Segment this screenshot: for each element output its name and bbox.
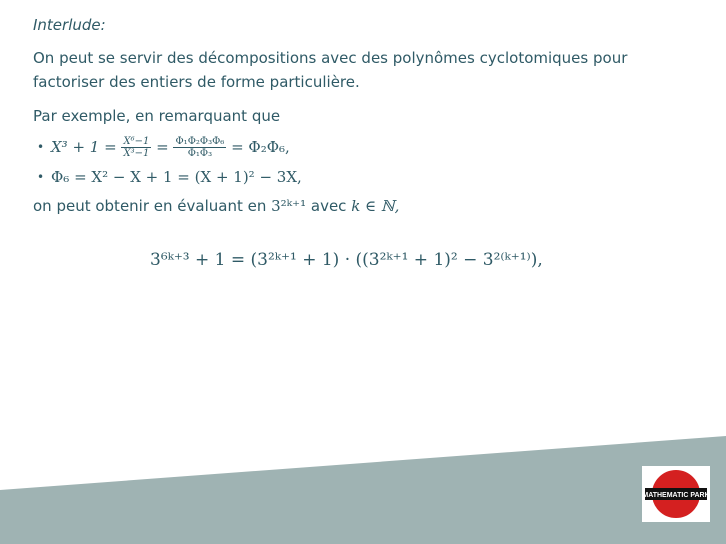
example-lead: Par exemple, en remarquant que <box>33 107 281 125</box>
identity-item <box>33 132 693 162</box>
fraction-denominator: X³−1 <box>123 148 150 159</box>
fraction-numerator: X⁶−1 <box>123 136 150 147</box>
conclusion-exponent: 3²ᵏ⁺¹ <box>271 197 307 215</box>
fraction-phi <box>173 136 226 159</box>
svg-text:MATHEMATIC PARK: MATHEMATIC PARK <box>642 492 710 499</box>
conclusion-set: k ∈ ℕ, <box>351 197 400 215</box>
display-equation: 3⁶ᵏ⁺³ + 1 = (3²ᵏ⁺¹ + 1) · ((3²ᵏ⁺¹ + 1)² − 3²⁽ᵏ⁺¹⁾), <box>150 250 543 270</box>
intro-paragraph: On peut se servir des décompositions avec des polynômes cyclotomiques pour factoriser des entiers de forme particulière. <box>33 49 628 91</box>
slide-content <box>33 16 693 218</box>
fraction-x <box>121 136 151 159</box>
conclusion-text: avec <box>310 197 347 215</box>
identity-item <box>33 162 693 192</box>
fraction-numerator: Φ₁Φ₂Φ₃Φ₆ <box>175 136 225 147</box>
identity-list <box>33 132 693 192</box>
interlude-title: Interlude: <box>33 16 106 34</box>
formula-rhs: = Φ₂Φ₆, <box>231 138 290 156</box>
formula-equals: = <box>156 138 169 156</box>
conclusion-line <box>33 194 693 218</box>
fraction-denominator: Φ₁Φ₃ <box>187 148 213 159</box>
mathematic-park-logo <box>642 466 710 522</box>
formula-lhs: X³ + 1 = <box>51 138 117 156</box>
conclusion-text: on peut obtenir en évaluant en <box>33 197 267 215</box>
formula-phi6: Φ₆ = X² − X + 1 = (X + 1)² − 3X, <box>51 168 302 186</box>
